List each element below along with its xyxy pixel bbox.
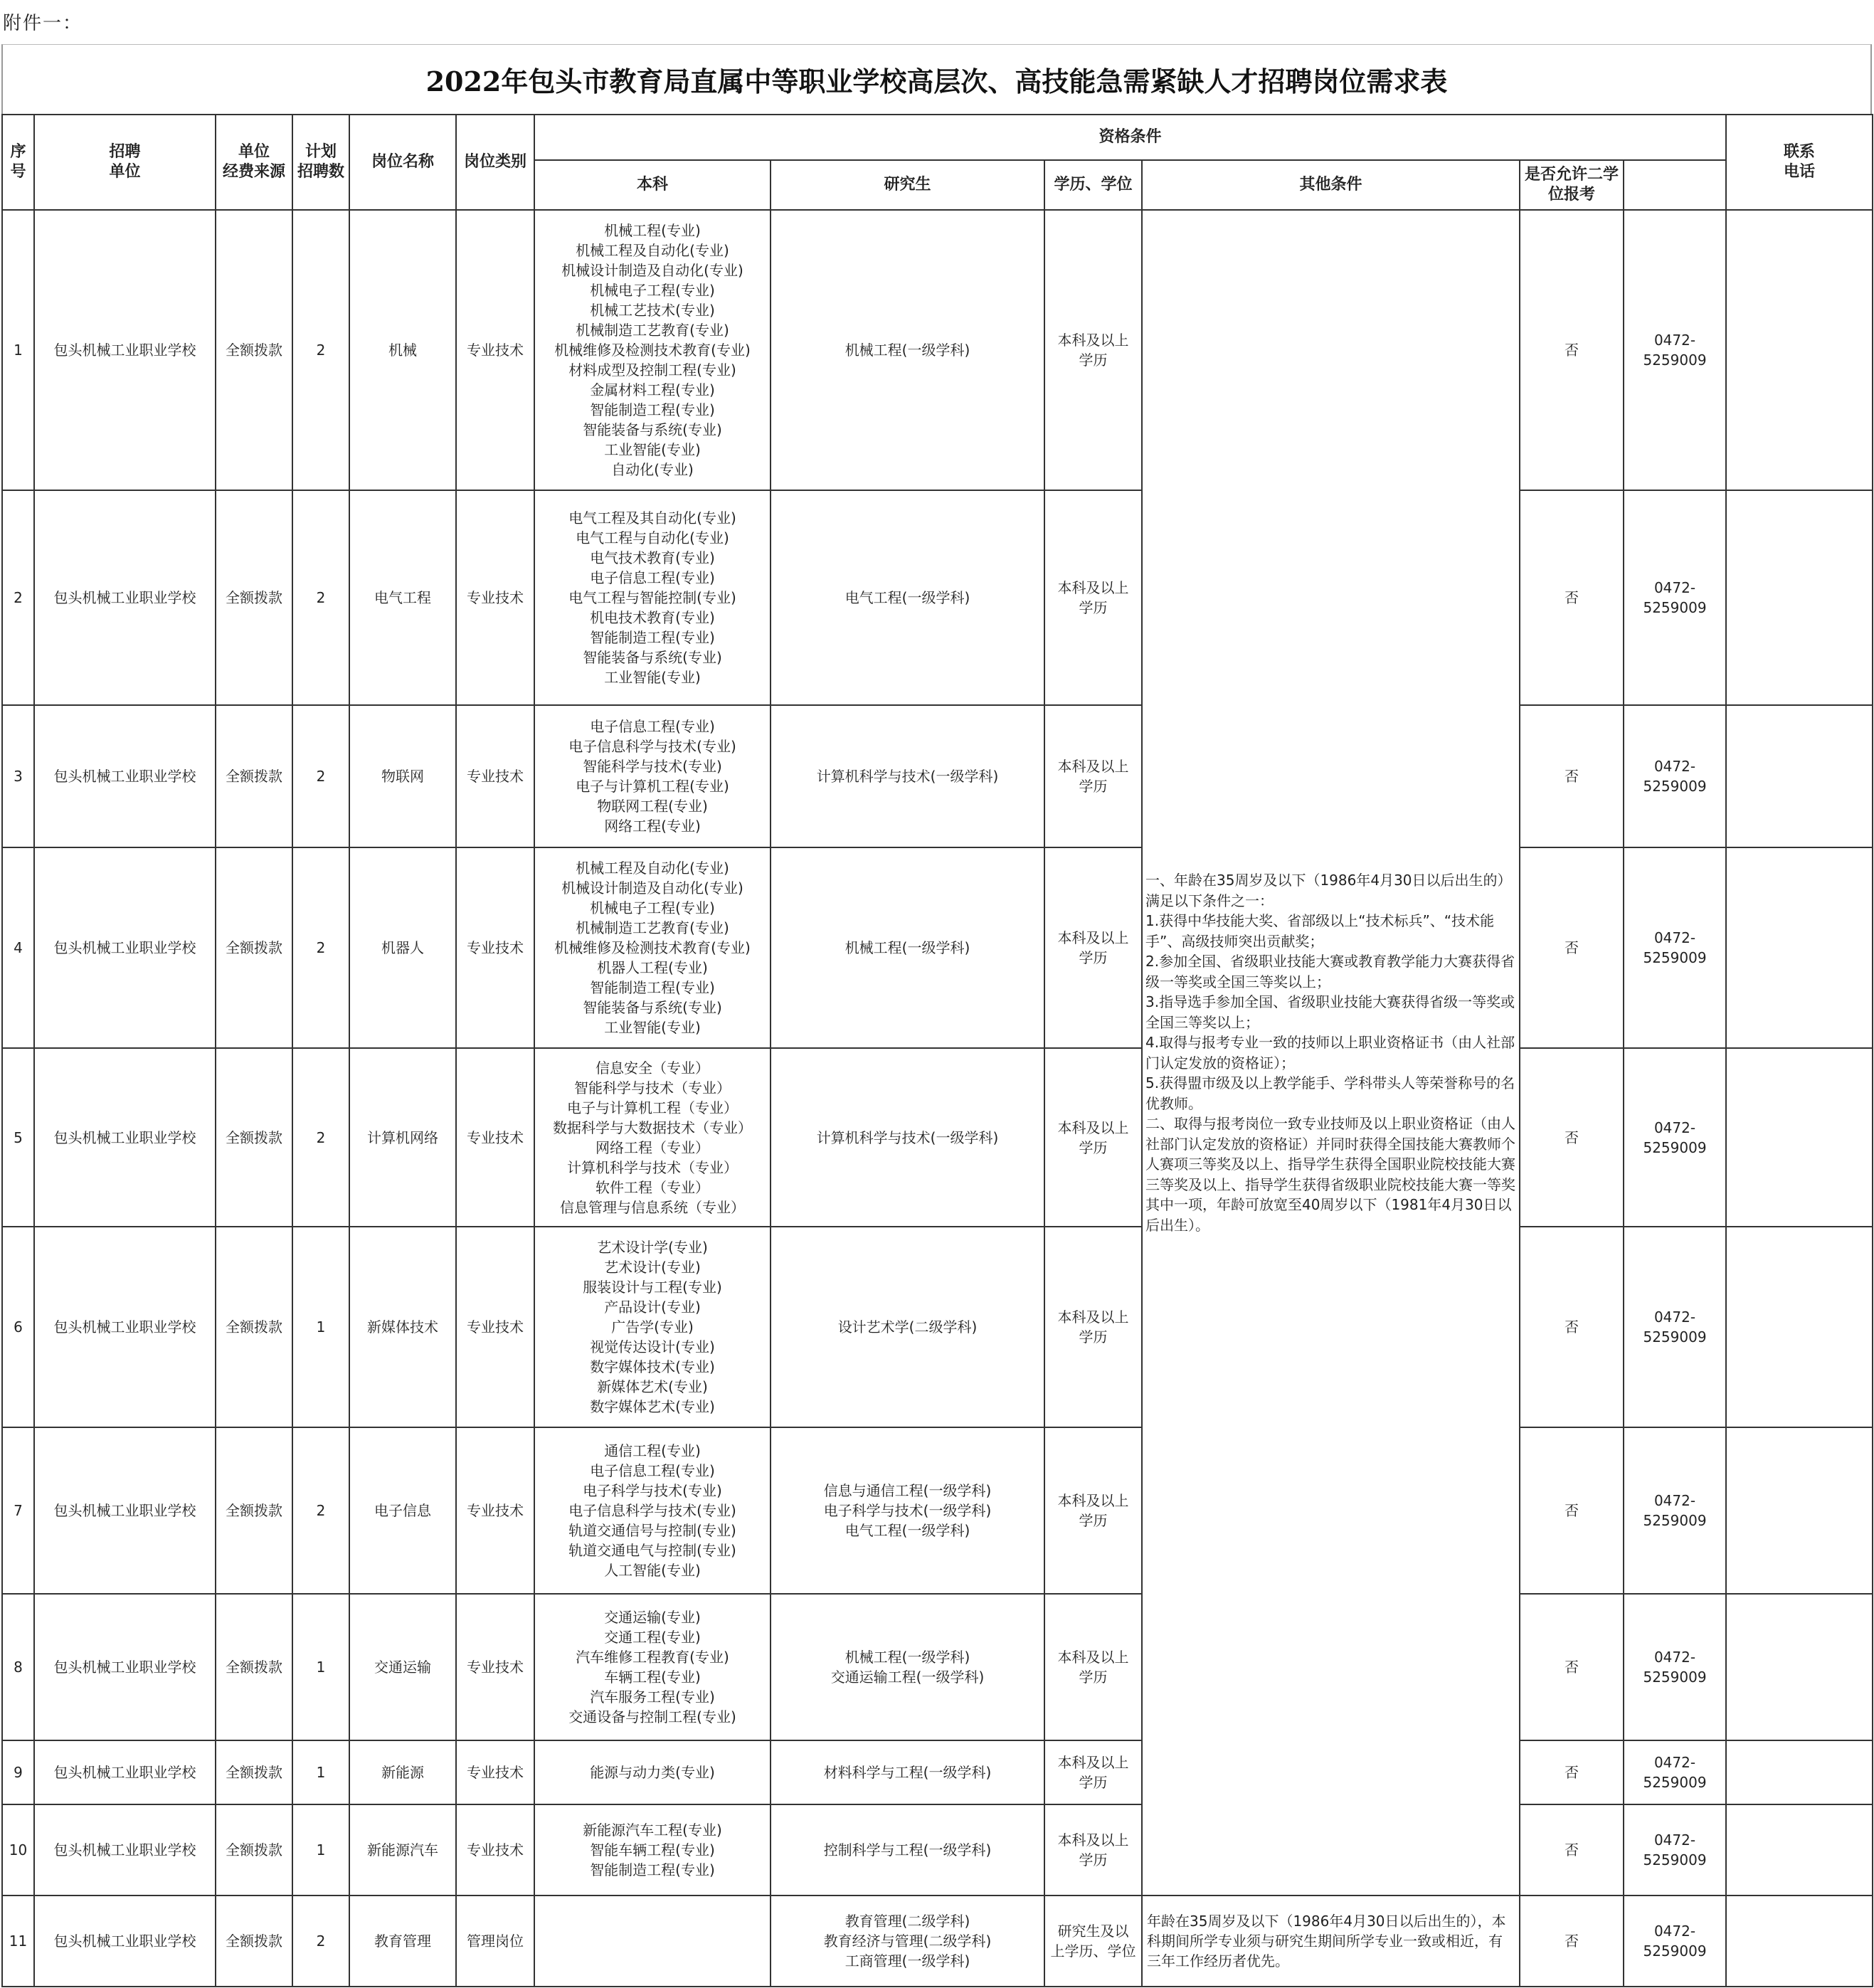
cell-post-type: 专业技术 [456,490,534,705]
cell-unit: 包头机械工业职业学校 [34,847,216,1048]
cell-funding: 全额拨款 [216,1804,292,1896]
cell-other-conditions: 一、年龄在35周岁及以下（1986年4月30日以后出生的）满足以下条件之一： 1.获得中华技能大奖、省部级以上“技术标兵”、“技术能手”、高级技师突出贡献奖； 2.参加全国、省级职业技能大赛或教育教学能力大赛获得省级一等奖或全国三等奖以上； 3.指导选手参加全国、省级职业技能大赛获得省级一等奖或全国三等奖以上； 4.取得与报考专业一致的技师以上职业资格证书（由人社部门认定发放的资格证）； 5.获得盟市级及以上教学能手、学科带头人等荣誉称号的名优教师。 二、取得与报考岗位一致专业技师及以上职业资格证（由人社部门认定发放的资格证）并同时获得全国技能大赛教师个人赛项三等奖及以上、指导学生获得全国职业院校技能大赛三等奖及以上、指导学生获得省级职业院校技能大赛一等奖其中一项，年龄可放宽至40周岁以下（1981年4月30日以后出生）。 [1142,210,1520,1896]
cell-post-name: 物联网 [349,705,456,847]
cell-undergrad: 新能源汽车工程(专业) 智能车辆工程(专业) 智能制造工程(专业) [534,1804,771,1896]
table-row [2,1048,1873,1227]
cell-unit: 包头机械工业职业学校 [34,1227,216,1427]
cell-seq: 10 [2,1804,34,1896]
cell-unit: 包头机械工业职业学校 [34,705,216,847]
header-graduate: 研究生 [771,160,1044,210]
cell-funding: 全额拨款 [216,210,292,490]
table-row [2,1427,1873,1594]
table-row [2,1227,1873,1427]
cell-post-type: 专业技术 [456,1804,534,1896]
cell-undergrad: 电子信息工程(专业) 电子信息科学与技术(专业) 智能科学与技术(专业) 电子与计算机工程(专业) 物联网工程(专业) 网络工程(专业) [534,705,771,847]
cell-unit: 包头机械工业职业学校 [34,210,216,490]
cell-seq: 4 [2,847,34,1048]
cell-post-type: 专业技术 [456,705,534,847]
cell-funding: 全额拨款 [216,1896,292,1987]
cell-degree: 本科及以上 学历 [1044,1048,1142,1227]
cell-unit: 包头机械工业职业学校 [34,1427,216,1594]
header-qualifications: 资格条件 [534,115,1726,160]
cell-remark [1726,1740,1873,1804]
cell-plan: 2 [292,490,349,705]
header-seq: 序 号 [2,115,34,210]
table-row [2,1804,1873,1896]
cell-phone: 0472-5259009 [1624,1740,1726,1804]
cell-second-degree: 否 [1520,1227,1624,1427]
cell-funding: 全额拨款 [216,1048,292,1227]
cell-post-name: 交通运输 [349,1594,456,1740]
header-other: 其他条件 [1142,160,1520,210]
cell-graduate: 机械工程(一级学科) 交通运输工程(一级学科) [771,1594,1044,1740]
cell-post-type: 专业技术 [456,1048,534,1227]
cell-seq: 11 [2,1896,34,1987]
cell-seq: 1 [2,210,34,490]
cell-seq: 8 [2,1594,34,1740]
cell-second-degree: 否 [1520,1896,1624,1987]
cell-unit: 包头机械工业职业学校 [34,1740,216,1804]
cell-phone: 0472-5259009 [1624,1804,1726,1896]
header-phone: 联系 电话 [1726,115,1873,210]
cell-unit: 包头机械工业职业学校 [34,490,216,705]
cell-remark [1726,210,1873,490]
cell-undergrad: 能源与动力类(专业) [534,1740,771,1804]
cell-second-degree: 否 [1520,490,1624,705]
cell-second-degree: 否 [1520,1594,1624,1740]
cell-seq: 9 [2,1740,34,1804]
cell-plan: 2 [292,1896,349,1987]
cell-graduate: 计算机科学与技术(一级学科) [771,1048,1044,1227]
cell-plan: 2 [292,210,349,490]
cell-phone: 0472-5259009 [1624,210,1726,490]
header-undergrad: 本科 [534,160,771,210]
cell-degree: 本科及以上 学历 [1044,210,1142,490]
cell-remark [1726,1427,1873,1594]
recruitment-table [1,114,1873,1987]
cell-undergrad: 通信工程(专业) 电子信息工程(专业) 电子科学与技术(专业) 电子信息科学与技术(专业) 轨道交通信号与控制(专业) 轨道交通电气与控制(专业) 人工智能(专业) [534,1427,771,1594]
header-unit: 招聘 单位 [34,115,216,210]
cell-plan: 2 [292,1048,349,1227]
cell-plan: 2 [292,847,349,1048]
cell-plan: 2 [292,1427,349,1594]
cell-graduate: 材料科学与工程(一级学科) [771,1740,1044,1804]
cell-undergrad: 机械工程(专业) 机械工程及自动化(专业) 机械设计制造及自动化(专业) 机械电子工程(专业) 机械工艺技术(专业) 机械制造工艺教育(专业) 机械维修及检测技术教育(专业) 材料成型及控制工程(专业) 金属材料工程(专业) 智能制造工程(专业) 智能装备与系统(专业) 工业智能(专业) 自动化(专业) [534,210,771,490]
table-row [2,1896,1873,1987]
cell-remark [1726,1594,1873,1740]
cell-phone: 0472-5259009 [1624,1594,1726,1740]
cell-unit: 包头机械工业职业学校 [34,1804,216,1896]
table-row [2,1594,1873,1740]
cell-remark [1726,1048,1873,1227]
cell-degree: 本科及以上 学历 [1044,705,1142,847]
cell-funding: 全额拨款 [216,1227,292,1427]
cell-funding: 全额拨款 [216,1594,292,1740]
cell-undergrad: 电气工程及其自动化(专业) 电气工程与自动化(专业) 电气技术教育(专业) 电子信息工程(专业) 电气工程与智能控制(专业) 机电技术教育(专业) 智能制造工程(专业) 智能装备与系统(专业) 工业智能(专业) [534,490,771,705]
cell-undergrad: 艺术设计学(专业) 艺术设计(专业) 服装设计与工程(专业) 产品设计(专业) 广告学(专业) 视觉传达设计(专业) 数字媒体技术(专业) 新媒体艺术(专业) 数字媒体艺术(专业) [534,1227,771,1427]
cell-post-name: 新媒体技术 [349,1227,456,1427]
cell-degree: 本科及以上 学历 [1044,1804,1142,1896]
cell-unit: 包头机械工业职业学校 [34,1048,216,1227]
cell-post-type: 专业技术 [456,210,534,490]
cell-funding: 全额拨款 [216,705,292,847]
cell-plan: 1 [292,1227,349,1427]
cell-seq: 5 [2,1048,34,1227]
cell-remark [1726,705,1873,847]
cell-unit: 包头机械工业职业学校 [34,1896,216,1987]
table-row [2,490,1873,705]
cell-post-type: 管理岗位 [456,1896,534,1987]
cell-post-type: 专业技术 [456,1594,534,1740]
cell-graduate: 电气工程(一级学科) [771,490,1044,705]
cell-post-name: 计算机网络 [349,1048,456,1227]
cell-seq: 2 [2,490,34,705]
cell-seq: 7 [2,1427,34,1594]
cell-phone: 0472-5259009 [1624,1227,1726,1427]
header-funding: 单位 经费来源 [216,115,292,210]
cell-second-degree: 否 [1520,1804,1624,1896]
cell-graduate: 机械工程(一级学科) [771,210,1044,490]
cell-post-name: 机器人 [349,847,456,1048]
cell-post-type: 专业技术 [456,1427,534,1594]
cell-second-degree: 否 [1520,847,1624,1048]
cell-undergrad: 机械工程及自动化(专业) 机械设计制造及自动化(专业) 机械电子工程(专业) 机械制造工艺教育(专业) 机械维修及检测技术教育(专业) 机器人工程(专业) 智能制造工程(专业) 智能装备与系统(专业) 工业智能(专业) [534,847,771,1048]
table-row [2,847,1873,1048]
cell-seq: 3 [2,705,34,847]
cell-second-degree: 否 [1520,705,1624,847]
cell-unit: 包头机械工业职业学校 [34,1594,216,1740]
cell-post-type: 专业技术 [456,1740,534,1804]
cell-undergrad [534,1896,771,1987]
header-second-degree: 是否允许二学位报考 [1520,160,1624,210]
cell-phone: 0472-5259009 [1624,1427,1726,1594]
cell-phone: 0472-5259009 [1624,1048,1726,1227]
cell-degree: 本科及以上 学历 [1044,1227,1142,1427]
header-degree: 学历、学位 [1044,160,1142,210]
cell-post-name: 新能源汽车 [349,1804,456,1896]
cell-second-degree: 否 [1520,1048,1624,1227]
cell-remark [1726,490,1873,705]
cell-funding: 全额拨款 [216,847,292,1048]
cell-funding: 全额拨款 [216,1427,292,1594]
header-plan: 计划 招聘数 [292,115,349,210]
header-post-name: 岗位名称 [349,115,456,210]
cell-graduate: 设计艺术学(二级学科) [771,1227,1044,1427]
cell-degree: 本科及以上 学历 [1044,1740,1142,1804]
cell-post-type: 专业技术 [456,847,534,1048]
table-body [2,210,1873,1987]
cell-post-name: 电气工程 [349,490,456,705]
table-row [2,705,1873,847]
cell-undergrad: 交通运输(专业) 交通工程(专业) 汽车维修工程教育(专业) 车辆工程(专业) 汽车服务工程(专业) 交通设备与控制工程(专业) [534,1594,771,1740]
cell-phone: 0472-5259009 [1624,847,1726,1048]
cell-graduate: 控制科学与工程(一级学科) [771,1804,1044,1896]
cell-degree: 本科及以上 学历 [1044,490,1142,705]
cell-degree: 研究生及以 上学历、学位 [1044,1896,1142,1987]
cell-degree: 本科及以上 学历 [1044,1427,1142,1594]
cell-second-degree: 否 [1520,210,1624,490]
cell-post-name: 新能源 [349,1740,456,1804]
cell-other-conditions: 年龄在35周岁及以下（1986年4月30日以后出生的），本科期间所学专业须与研究生期间所学专业一致或相近，有三年工作经历者优先。 [1142,1896,1520,1987]
page-title: 2022年包头市教育局直属中等职业学校高层次、高技能急需紧缺人才招聘岗位需求表 [425,65,1448,97]
cell-graduate: 计算机科学与技术(一级学科) [771,705,1044,847]
cell-graduate: 机械工程(一级学科) [771,847,1044,1048]
attachment-label: 附件一： [3,13,83,34]
title-box [1,44,1872,114]
header-post-type: 岗位类别 [456,115,534,210]
table-row [2,1740,1873,1804]
cell-phone: 0472-5259009 [1624,490,1726,705]
cell-remark [1726,1804,1873,1896]
cell-degree: 本科及以上 学历 [1044,1594,1142,1740]
cell-degree: 本科及以上 学历 [1044,847,1142,1048]
cell-post-name: 机械 [349,210,456,490]
table-row [2,210,1873,490]
cell-post-type: 专业技术 [456,1227,534,1427]
cell-plan: 1 [292,1740,349,1804]
cell-graduate: 信息与通信工程(一级学科) 电子科学与技术(一级学科) 电气工程(一级学科) [771,1427,1044,1594]
cell-remark [1726,1227,1873,1427]
cell-graduate: 教育管理(二级学科) 教育经济与管理(二级学科) 工商管理(一级学科) [771,1896,1044,1987]
cell-post-name: 电子信息 [349,1427,456,1594]
cell-post-name: 教育管理 [349,1896,456,1987]
cell-plan: 1 [292,1594,349,1740]
cell-phone: 0472-5259009 [1624,705,1726,847]
cell-plan: 1 [292,1804,349,1896]
cell-phone: 0472-5259009 [1624,1896,1726,1987]
cell-funding: 全额拨款 [216,490,292,705]
cell-funding: 全额拨款 [216,1740,292,1804]
cell-seq: 6 [2,1227,34,1427]
cell-plan: 2 [292,705,349,847]
cell-second-degree: 否 [1520,1427,1624,1594]
cell-remark [1726,847,1873,1048]
cell-undergrad: 信息安全（专业） 智能科学与技术（专业） 电子与计算机工程（专业） 数据科学与大数据技术（专业） 网络工程（专业） 计算机科学与技术（专业） 软件工程（专业） 信息管理与信息系统（专业） [534,1048,771,1227]
cell-remark [1726,1896,1873,1987]
cell-second-degree: 否 [1520,1740,1624,1804]
